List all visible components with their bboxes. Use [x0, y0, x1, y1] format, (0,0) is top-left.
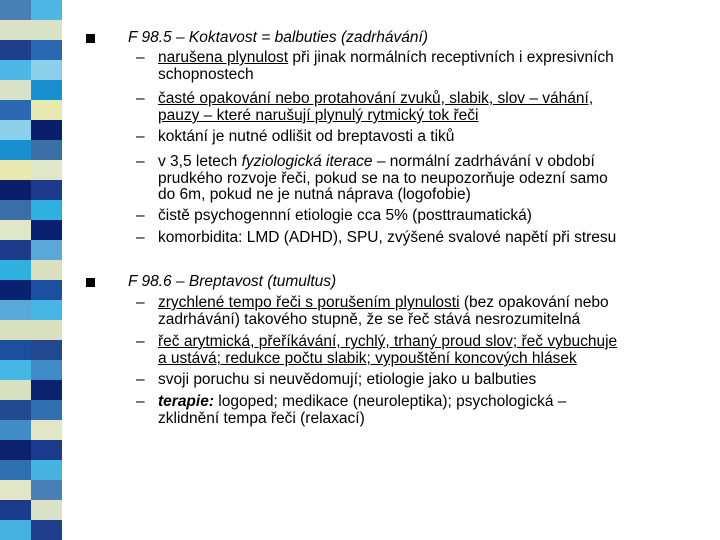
s2-item-2-cont: a ustává; redukce počtu slabik; vypouštění koncových hlásek	[158, 350, 577, 367]
stripe-block	[31, 280, 62, 301]
stripe-block	[0, 200, 31, 221]
square-bullet-icon	[86, 278, 95, 287]
s2-item-2-text: řeč arytmická, přeříkávání, rychlý, trhaný proud slov; řeč vybuchuje	[158, 333, 618, 350]
s1-item-6-text: komorbidita: LMD (ADHD), SPU, zvýšené svalové napětí při stresu	[158, 229, 617, 246]
stripe-block	[31, 100, 62, 121]
stripe-block	[31, 20, 62, 41]
stripe-block	[31, 140, 62, 161]
stripe-block	[31, 360, 62, 381]
s2-item-4-bold-italic: terapie:	[158, 393, 214, 410]
s2-item-3-text: svoji poruchu si neuvědomují; etiologie jako u balbuties	[158, 371, 537, 388]
s1-item-3	[136, 128, 454, 145]
dash: –	[136, 49, 145, 66]
s1-item-4-text-c: – normální zadrhávání v období	[372, 153, 595, 170]
stripe-block	[31, 240, 62, 261]
dash: –	[136, 333, 145, 350]
section-1-title: F 98.5 – Koktavost = balbuties (zadrhávání)	[128, 29, 428, 46]
section-2-title: F 98.6 – Breptavost (tumultus)	[128, 273, 337, 290]
stripe-block	[0, 360, 31, 381]
s2-item-1	[136, 294, 609, 311]
s1-item-5	[136, 207, 532, 224]
stripe-block	[31, 340, 62, 361]
stripe-block	[0, 60, 31, 81]
stripe-block	[0, 240, 31, 261]
s2-item-1-text: (bez opakování nebo	[459, 294, 609, 311]
s1-item-1-cont: schopnostech	[158, 66, 254, 83]
stripe-block	[0, 500, 31, 521]
stripe-block	[0, 180, 31, 201]
stripe-block	[0, 260, 31, 281]
dash: –	[136, 229, 145, 246]
square-bullet-icon	[86, 34, 95, 43]
stripe-block	[0, 420, 31, 441]
stripe-block	[0, 220, 31, 241]
stripe-svg	[0, 0, 62, 540]
stripe-block	[0, 160, 31, 181]
s1-item-4-text-a: v 3,5 letech	[158, 153, 242, 170]
decorative-color-stripe	[0, 0, 62, 540]
s1-item-4	[136, 153, 595, 170]
dash: –	[136, 371, 145, 388]
stripe-block	[0, 120, 31, 141]
dash: –	[136, 128, 145, 145]
stripe-block	[31, 80, 62, 101]
stripe-block	[0, 520, 31, 540]
stripe-block	[31, 500, 62, 521]
s1-item-6	[136, 229, 616, 246]
stripe-block	[31, 480, 62, 501]
dash: –	[136, 207, 145, 224]
s1-item-2	[136, 90, 593, 107]
stripe-block	[31, 220, 62, 241]
stripe-block	[31, 460, 62, 481]
s1-item-2-cont: pauzy – které narušují plynulý rytmický tok řeči	[158, 107, 479, 124]
stripe-block	[31, 420, 62, 441]
s2-item-2	[136, 333, 617, 350]
stripe-block	[31, 120, 62, 141]
stripe-block	[31, 60, 62, 81]
stripe-block	[31, 320, 62, 341]
stripe-block	[0, 460, 31, 481]
stripe-block	[31, 180, 62, 201]
s1-item-1	[136, 49, 614, 66]
dash: –	[136, 294, 145, 311]
stripe-block	[0, 100, 31, 121]
stripe-block	[0, 20, 31, 41]
stripe-block	[0, 480, 31, 501]
dash: –	[136, 90, 145, 107]
dash: –	[136, 393, 145, 410]
stripe-block	[0, 80, 31, 101]
stripe-block	[0, 300, 31, 321]
s1-item-4-cont-2: do 6m, pokud ne je nutná náprava (logofobie)	[158, 186, 471, 203]
s1-item-1-text: při jinak normálních receptivních i expresivních	[288, 49, 614, 66]
stripe-block	[31, 380, 62, 401]
stripe-block	[0, 380, 31, 401]
stripe-block	[0, 400, 31, 421]
stripe-block	[31, 520, 62, 540]
stripe-block	[0, 440, 31, 461]
stripe-block	[31, 300, 62, 321]
s2-item-4	[136, 393, 566, 410]
s2-item-4-text: logoped; medikace (neuroleptika); psychologická –	[214, 393, 567, 410]
s2-item-3	[136, 371, 536, 388]
stripe-block	[0, 340, 31, 361]
dash: –	[136, 153, 145, 170]
stripe-block	[31, 200, 62, 221]
stripe-block	[31, 0, 62, 21]
stripe-block	[31, 40, 62, 61]
s2-item-4-cont: zklidnění tempa řeči (relaxací)	[158, 410, 365, 427]
stripe-block	[31, 400, 62, 421]
s1-item-3-text: koktání je nutné odlišit od breptavosti a tiků	[158, 128, 455, 145]
s1-item-4-italic: fyziologická iterace	[241, 153, 373, 170]
stripe-block	[31, 160, 62, 181]
s1-item-4-cont-1: prudkého rozvoje řeči, pokud se na to neupozorňuje odezní samo	[158, 170, 608, 187]
s1-item-1-underlined: narušena plynulost	[158, 49, 289, 66]
s1-item-5-text: čistě psychogennní etiologie cca 5% (posttraumatická)	[158, 207, 532, 224]
stripe-block	[31, 440, 62, 461]
stripe-block	[0, 320, 31, 341]
stripe-block	[0, 280, 31, 301]
s2-item-1-underlined: zrychlené tempo řeči s porušením plynulosti	[158, 294, 460, 311]
stripe-block	[0, 40, 31, 61]
stripe-block	[0, 140, 31, 161]
stripe-block	[31, 260, 62, 281]
stripe-block	[0, 0, 31, 21]
s1-item-2-text: časté opakování nebo protahování zvuků, slabik, slov – váhání,	[158, 90, 594, 107]
s2-item-1-cont: zadrhávání) takového stupně, že se řeč stává nesrozumitelná	[158, 311, 581, 328]
